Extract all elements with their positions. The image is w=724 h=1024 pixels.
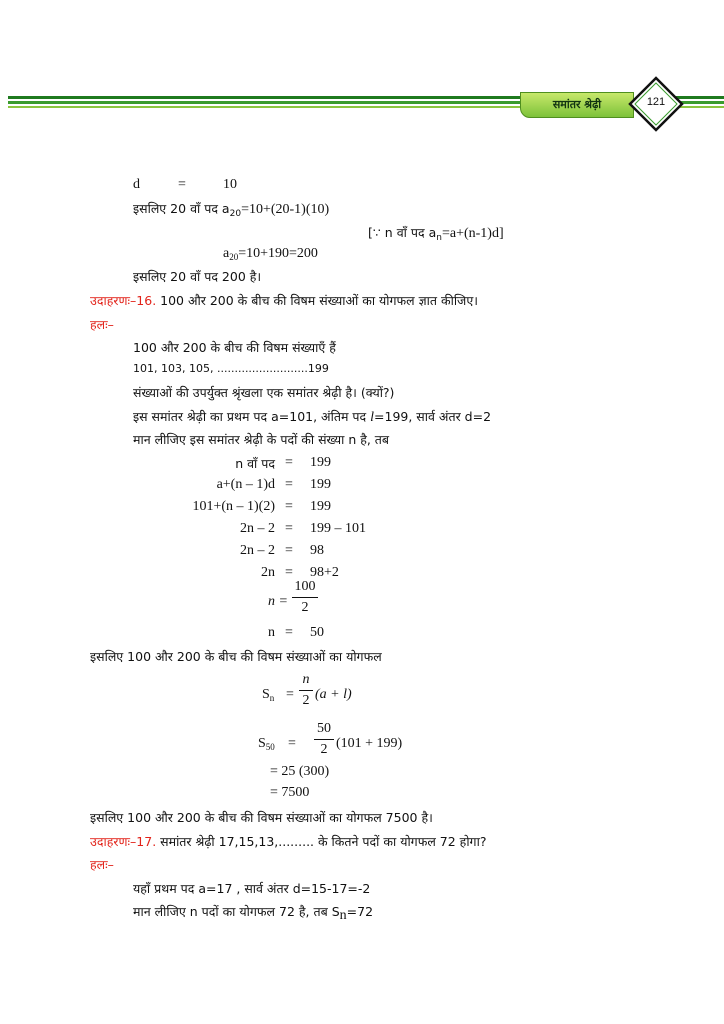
ex16-s5: मान लीजिए इस समांतर श्रेढ़ी के पदों की संख्या n है, तब xyxy=(133,432,390,447)
eq-rhs-0: 199 xyxy=(310,455,331,470)
s50-den: 2 xyxy=(320,742,328,757)
n-fraction xyxy=(292,578,318,617)
s50-num: 50 xyxy=(317,721,331,736)
eq-lhs-1: a+(n – 1)d xyxy=(216,477,275,492)
eq-sign-5: = xyxy=(285,565,293,580)
eq-rhs-3: 199 – 101 xyxy=(310,521,366,536)
example-17-solution-label: हलः– xyxy=(90,857,114,872)
eq-sign-1: = xyxy=(285,477,293,492)
sn-lhs: $S_n$ xyxy=(262,687,275,703)
eq-lhs-0: n वाँ पद xyxy=(235,456,275,471)
sn-num: n xyxy=(302,672,310,687)
s50-eq: = xyxy=(288,736,296,751)
example-17-heading: उदाहरणः–17. समांतर श्रेढ़ी 17,15,13,......... के कितने पदों का योगफल 72 होगा? xyxy=(90,834,487,849)
eq-rhs-2: 199 xyxy=(310,499,331,514)
s50-step1: = 25 (300) xyxy=(270,764,330,779)
s50-lhs: $S_{50}$ xyxy=(258,736,275,752)
d-eq: = xyxy=(178,177,186,192)
n-final-lhs: n xyxy=(268,625,275,640)
sn-fraction xyxy=(299,671,313,710)
eq-sign-4: = xyxy=(285,543,293,558)
line-formula-note: [∵ n वाँ पद $a_n=a+(n-1)d$] xyxy=(368,225,504,243)
n-frac-num: 100 xyxy=(294,579,316,594)
ex16-s4: इस समांतर श्रेढ़ी का प्रथम पद a=101, अंतिम पद l=199, सार्व अंतर d=2 xyxy=(133,409,492,425)
eq-sign-3: = xyxy=(285,521,293,536)
sn-eq: = xyxy=(286,687,294,702)
line-a20-result: $a_{20}=10+190=200$ xyxy=(223,246,318,262)
n-frac-den: 2 xyxy=(301,600,309,615)
sn-den: 2 xyxy=(302,693,310,708)
ex16-s3: संख्याओं की उपर्युक्त श्रृंखला एक समांतर श्रेढ़ी है। (क्यों?) xyxy=(133,385,395,400)
page-number: 121 xyxy=(646,96,666,108)
chapter-title: समांतर श्रेढ़ी xyxy=(520,92,634,118)
eq-sign-2: = xyxy=(285,499,293,514)
eq-rhs-1: 199 xyxy=(310,477,331,492)
ex16-conclusion: इसलिए 100 और 200 के बीच की विषम संख्याओं का योगफल 7500 है। xyxy=(90,810,433,825)
example-16-heading: उदाहरणः–16. 100 और 200 के बीच की विषम संख्याओं का योगफल ज्ञात कीजिए। xyxy=(90,293,478,308)
s50-step2: = 7500 xyxy=(270,785,310,800)
ex16-s1: 100 और 200 के बीच की विषम संख्याएँ हैं xyxy=(133,340,336,355)
eq-lhs-4: 2n – 2 xyxy=(240,543,275,558)
ex16-s2: 101, 103, 105, ..........................199 xyxy=(133,362,329,375)
d-lhs: d xyxy=(133,177,140,192)
eq-sign-0: = xyxy=(285,455,293,470)
eq-lhs-5: 2n xyxy=(261,565,275,580)
eq-lhs-2: 101+(n – 1)(2) xyxy=(192,499,275,514)
d-val: 10 xyxy=(223,177,237,192)
n-frac-lhs: n = xyxy=(268,594,288,609)
s50-rest: (101 + 199) xyxy=(336,736,403,751)
n-final-eq: = xyxy=(285,625,293,640)
eq-rhs-4: 98 xyxy=(310,543,324,558)
eq-lhs-3: 2n – 2 xyxy=(240,521,275,536)
n-final-rhs: 50 xyxy=(310,625,324,640)
sum-intro: इसलिए 100 और 200 के बीच की विषम संख्याओं का योगफल xyxy=(90,649,382,664)
example-16-solution-label: हलः– xyxy=(90,317,114,332)
line-conclusion-20th: इसलिए 20 वाँ पद 200 है। xyxy=(133,269,262,284)
eq-rhs-5: 98+2 xyxy=(310,565,339,580)
s50-fraction xyxy=(314,720,334,759)
line-a20: इसलिए 20 वाँ पद $a_{20}=10+(20-1)(10)$ xyxy=(133,201,330,219)
ex17-s1: यहाँ प्रथम पद a=17 , सार्व अंतर d=15-17=-2 xyxy=(133,881,371,896)
sn-rest: (a + l) xyxy=(315,687,352,702)
ex17-s2: मान लीजिए n पदों का योगफल 72 है, तब $S_n=72$ xyxy=(133,904,374,923)
